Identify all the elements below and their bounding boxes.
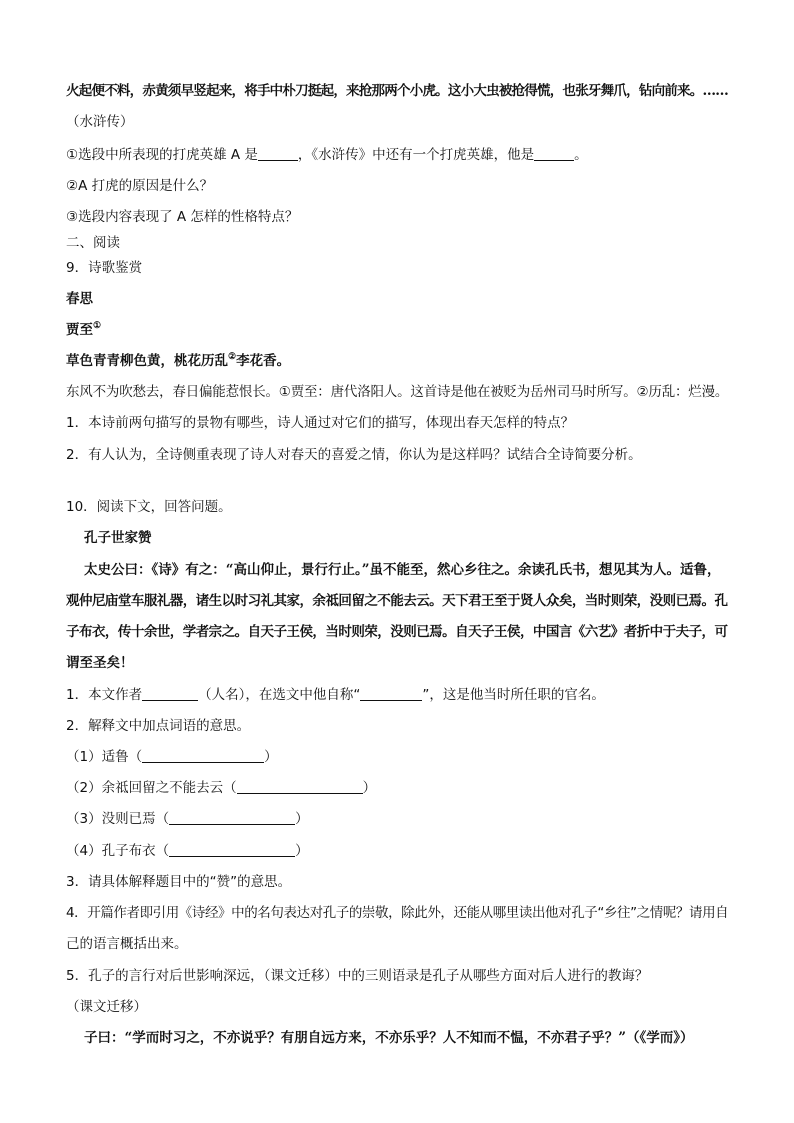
question-8-3: ③选段内容表现了 A 怎样的性格特点？	[66, 209, 299, 225]
answer-blank[interactable]	[258, 147, 298, 161]
question-text: ①选段中所表现的打虎英雄 A 是	[66, 147, 258, 163]
question-text: （人名），在选文中他自称“	[198, 687, 361, 703]
poem-title: 春思	[66, 291, 93, 307]
vocab-close: ）	[295, 811, 309, 827]
passage-line: 观仲尼庙堂车服礼器，诸生以时习礼其家，余祗回留之不能去云。天下君王至于贤人众矣，当时则荣，没则已焉。孔	[66, 593, 728, 609]
question-8-1	[66, 146, 588, 164]
section-title: 二、阅读	[66, 235, 120, 251]
vocab-close: ）	[362, 780, 377, 796]
answer-blank[interactable]	[169, 843, 295, 857]
vocab-item	[66, 779, 376, 797]
question-text: 。	[574, 147, 588, 163]
answer-blank[interactable]	[142, 687, 198, 701]
transfer-label: （课文迁移）	[66, 999, 147, 1015]
vocab-label: （1）适鲁（	[66, 749, 143, 765]
question-10-2: 2．解释文中加点词语的意思。	[66, 718, 251, 734]
question-8-2: ②A 打虎的原因是什么？	[66, 178, 214, 194]
answer-blank[interactable]	[534, 147, 574, 161]
vocab-item	[66, 748, 278, 766]
answer-blank[interactable]	[237, 780, 363, 794]
vocab-label: （3）没则已焉（	[66, 811, 170, 827]
vocab-close: ）	[295, 843, 309, 859]
poem-text: 草色青青柳色黄，桃花历乱	[66, 353, 228, 369]
question-9-1: 1．本诗前两句描写的景物有哪些，诗人通过对它们的描写，体现出春天怎样的特点？	[66, 415, 575, 431]
question-10-4: 4．开篇作者即引用《诗经》中的名句表达对孔子的崇敬，除此外，还能从哪里读出他对孔子“乡往”之情呢？请用自	[66, 905, 729, 921]
question-10-heading: 10．阅读下文，回答问题。	[66, 499, 232, 515]
author-name: 贾至	[66, 322, 93, 338]
question-9-2: 2．有人认为，全诗侧重表现了诗人对春天的喜爱之情，你认为是这样吗？试结合全诗简要分析。	[66, 447, 642, 463]
question-text: ，《水浒传》中还有一个打虎英雄，他是	[297, 147, 535, 163]
poem-line-1	[66, 352, 290, 370]
poem-author	[66, 321, 101, 339]
answer-blank[interactable]	[360, 687, 422, 701]
vocab-item	[66, 842, 309, 860]
vocab-close: ）	[264, 749, 278, 765]
passage-line: 火起便不料，赤黄须早竖起来，将手中朴刀挺起，来抢那两个小虎。这小大虫被抢得慌，也张牙舞爪，钻向前来。……	[66, 83, 728, 99]
footnote-marker: ②	[228, 352, 237, 362]
passage-title: 孔子世家赞	[84, 530, 152, 546]
analects-quote: 子曰：“学而时习之，不亦说乎？有朋自远方来，不亦乐乎？人不知而不愠，不亦君子乎？”（《学而》）	[84, 1030, 694, 1046]
passage-line: 太史公曰：《诗》有之：“高山仰止，景行行止。”虽不能至，然心乡往之。余读孔氏书，想见其为人。适鲁，	[84, 562, 721, 578]
question-text: 1．本文作者	[66, 687, 143, 703]
vocab-item	[66, 810, 309, 828]
passage-line: 谓至圣矣！	[66, 655, 134, 671]
vocab-label: （2）余祗回留之不能去云（	[66, 780, 237, 796]
passage-line: 子布衣，传十余世，学者宗之。自天子王侯，当时则荣，没则已焉。自天子王侯，中国言《六艺》者折中于夫子，可	[66, 624, 728, 640]
question-10-5: 5．孔子的言行对后世影响深远，（课文迁移）中的三则语录是孔子从哪些方面对后人进行的教诲？	[66, 968, 649, 984]
footnote-marker: ①	[93, 321, 102, 331]
answer-blank[interactable]	[169, 811, 295, 825]
passage-source: （水浒传）	[66, 114, 134, 130]
question-text: ”，这是他当时所任职的官名。	[422, 687, 605, 703]
question-10-4-cont: 己的语言概括出来。	[66, 936, 188, 952]
question-10-3: 3．请具体解释题目中的“赞”的意思。	[66, 874, 292, 890]
poem-line-2-notes: 东风不为吹愁去，春日偏能惹恨长。①贾至：唐代洛阳人。这首诗是他在被贬为岳州司马时所写。②历乱：烂漫。	[66, 384, 729, 400]
poem-text: 李花香。	[236, 353, 291, 369]
vocab-label: （4）孔子布衣（	[66, 843, 170, 859]
question-10-1	[66, 686, 605, 704]
answer-blank[interactable]	[142, 749, 264, 763]
question-9-heading: 9．诗歌鉴赏	[66, 260, 143, 276]
